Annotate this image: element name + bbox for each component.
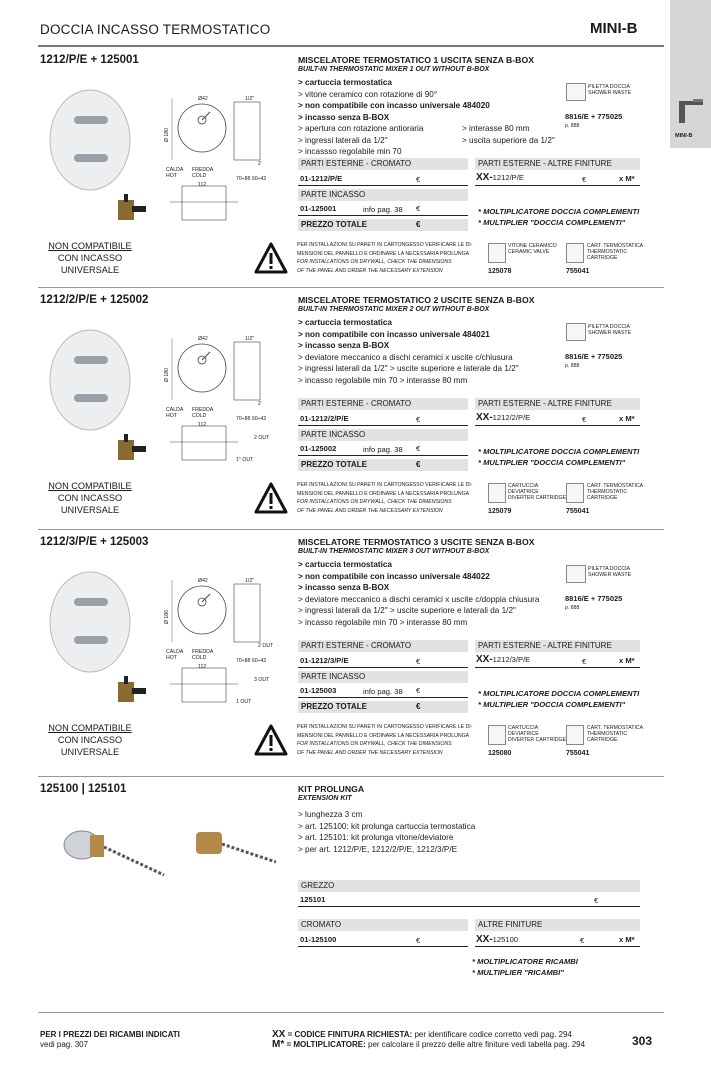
alt-finishes-header: PARTI ESTERNE - ALTRE FINITURE [475, 640, 640, 652]
dim-cold: FREDDA COLD [192, 649, 214, 661]
nc-line: CON INCASSO [57, 735, 123, 745]
spare1-line: DEVIATRICE [508, 731, 539, 737]
multiplier-note [478, 446, 639, 468]
kit-cromato-header: CROMATO [298, 919, 468, 931]
warning-icon [254, 724, 288, 756]
warning-line-en [297, 749, 472, 758]
not-compatible-note [30, 722, 150, 758]
spare2-line: CART. TERMOSTATICA [587, 725, 644, 731]
waste-label-it: PILETTA DOCCIA [588, 566, 630, 572]
embedded-part-header: PARTE INCASSO [298, 671, 468, 683]
kit-feature: > per art. 1212/P/E, 1212/2/P/E, 1212/3/P/E [298, 844, 458, 854]
embedded-part-euro: € [416, 686, 421, 695]
waste-label-en: SHOWER WASTE [588, 90, 632, 96]
thermostatic-cartridge-icon [566, 483, 584, 503]
nc-line: UNIVERSALE [60, 265, 120, 275]
warning-line-it: MENSIONI DEL PANNELLO E ORDINARE LA NECESSARIA PROLUNGA [297, 490, 470, 497]
footer-xx-label: XX [272, 1029, 286, 1040]
kit-cromato-euro: € [416, 936, 421, 945]
multiplier-it: * MOLTIPLICATORE DOCCIA COMPLEMENTI [478, 207, 640, 216]
footer-spares [40, 1030, 180, 1050]
nc-line: NON COMPATIBILE [48, 241, 132, 251]
brand-title: MINI-B [590, 20, 638, 37]
external-parts-code: 01-1212/3/P/E [300, 656, 349, 665]
kit-altre-prefix: XX- [476, 934, 493, 945]
footer-spares-title: PER I PREZZI DEI RICAMBI INDICATI [40, 1030, 180, 1039]
spare2-label [587, 483, 643, 501]
feature-item: > non compatibile con incasso universale 484021 [298, 329, 490, 339]
product-code: 1212/3/P/E + 125003 [40, 536, 149, 548]
alt-code: 1212/2/P/E [492, 413, 531, 422]
waste-code: 8816/E + 775025 [565, 112, 623, 121]
external-parts-code: 01-1212/2/P/E [300, 414, 349, 423]
kit-grezzo-code: 125101 [300, 895, 326, 904]
embedded-part-code: 01-125001 [300, 204, 337, 213]
total-price-header [298, 219, 468, 231]
kit-altre-header: ALTRE FINITURE [475, 919, 640, 931]
not-compatible-note [30, 240, 150, 276]
feature-item: > incasso senza B-BOX [298, 583, 390, 592]
kit-altre-code: 125100 [492, 935, 519, 944]
section-divider [38, 287, 664, 288]
shower-waste-icon [566, 323, 586, 341]
footer-spares-page: vedi pag. 307 [40, 1040, 89, 1049]
external-parts-code: 01-1212/P/E [300, 174, 343, 183]
spare2-label [587, 725, 643, 743]
nc-line: UNIVERSALE [60, 505, 120, 515]
feature-item: > incasso regolabile min 70 > interasse 80 mm [298, 617, 468, 627]
footer-m-text: = MOLTIPLICATORE: [284, 1040, 366, 1049]
kit-feature: > lunghezza 3 cm [298, 810, 363, 819]
kit-mult-it: * MOLTIPLICATORE RICAMBI [472, 957, 578, 966]
alt-finishes-line [475, 425, 640, 426]
feature-item: > cartuccia termostatica [298, 560, 392, 569]
section-divider [38, 529, 664, 530]
footer-xx-rest: per identificare codice corretto vedi pag. 294 [412, 1030, 572, 1039]
embedded-part-header: PARTE INCASSO [298, 189, 468, 201]
dim-out1: 1 OUT [236, 699, 252, 705]
alt-finishes-header: PARTI ESTERNE - ALTRE FINITURE [475, 398, 640, 410]
kit-grezzo-header: GREZZO [298, 880, 640, 892]
waste-label [588, 324, 631, 336]
dim-range: 70÷88 60÷42 [236, 416, 267, 422]
external-parts-line [298, 667, 468, 668]
product-subtitle: BUILT-IN THERMOSTATIC MIXER 1 OUT WITHOUT B-BOX [298, 66, 490, 73]
feature-list-right [462, 123, 555, 146]
mixer-product-image [44, 82, 164, 232]
alt-finishes-code-row [476, 172, 524, 183]
feature-item: > incassso regolabile min 70 [298, 147, 402, 156]
external-parts-line [298, 425, 468, 426]
kit-altre-line [475, 946, 640, 947]
alt-finishes-code-row [476, 412, 530, 423]
spare2-line: CARTRIDGE [587, 255, 618, 261]
footer-xx-text: = CODICE FINITURA RICHIESTA: [285, 1030, 413, 1039]
kit-multiplier [472, 956, 578, 978]
feature-item: > deviatore meccanico a dischi ceramici x uscite c/doppia chiusura [298, 594, 540, 604]
drywall-warning [297, 241, 472, 275]
external-parts-line [298, 185, 468, 186]
warning-line-en [297, 267, 472, 276]
waste-page: p. 888 [565, 363, 580, 369]
spare2-code: 755041 [566, 268, 590, 275]
kit-subtitle: EXTENSION KIT [298, 795, 352, 802]
spare1-line: DIVERTER CARTRIDGE [508, 737, 567, 743]
multiplier-it: * MOLTIPLICATORE DOCCIA COMPLEMENTI [478, 447, 640, 456]
external-parts-euro: € [416, 657, 421, 666]
header-rule [38, 45, 664, 47]
feature-list [298, 559, 539, 628]
dim-half: 1/2" [245, 96, 255, 102]
warning-line-it: PER INSTALLAZIONI SU PARETI IN CARTONGESSO VERIFICARE LE DI- [297, 482, 473, 488]
alt-finishes-mult: x M* [619, 174, 635, 183]
dim-out2: 3 OUT [254, 677, 270, 683]
dim-hot: CALDA HOT [166, 167, 184, 179]
dim-hot: CALDA HOT [166, 649, 184, 661]
warning-text-en: OF THE PANEL AND ORDER THE NECESSARY EXTENSION [297, 749, 443, 756]
warning-text-en: FOR INSTALLATIONS ON DRYWALL, CHECK THE DIMENSIONS [297, 499, 452, 505]
kit-grezzo-euro: € [594, 896, 599, 905]
product-code: 1212/2/P/E + 125002 [40, 294, 149, 306]
mixer-product-image [44, 564, 164, 714]
spare1-label [508, 483, 566, 501]
spare2-label [587, 243, 643, 261]
alt-code: 1212/3/P/E [492, 655, 531, 664]
warning-icon [254, 482, 288, 514]
alt-prefix: XX- [476, 654, 493, 665]
dim-two: 2 OUT [258, 643, 274, 649]
waste-code: 8816/E + 775025 [565, 352, 623, 361]
dim-112: 112 [198, 182, 207, 188]
product-section [0, 50, 711, 285]
kit-cromato-line [298, 946, 468, 947]
footer-m-label: M* [272, 1039, 285, 1050]
feature-item: > ingressi laterali da 1/2" > uscite superiore e laterale da 1/2" [298, 364, 519, 373]
embedded-part-header: PARTE INCASSO [298, 429, 468, 441]
dim-hot: CALDA HOT [166, 407, 184, 419]
spare1-line: CARTUCCIA [508, 725, 539, 731]
nc-line: NON COMPATIBILE [48, 481, 132, 491]
dim-d42: Ø42 [198, 578, 208, 584]
dim-112: 112 [198, 422, 207, 428]
feature-item: > non compatibile con incasso universale 484020 [298, 101, 490, 110]
warning-line-en [297, 507, 472, 516]
alt-prefix: XX- [476, 412, 493, 423]
warning-line-en [297, 740, 472, 749]
feature-item-right: > uscita superiore da 1/2" [462, 135, 555, 145]
spare2-line: CART. TERMOSTATICA [587, 483, 644, 489]
external-parts-header: PARTI ESTERNE - CROMATO [298, 398, 468, 410]
nc-line: CON INCASSO [57, 253, 123, 263]
kit-altre-mult: x M* [619, 935, 635, 944]
kit-altre-code-row [476, 934, 518, 945]
warning-text-en: OF THE PANEL AND ORDER THE NECESSARY EXTENSION [297, 267, 443, 274]
spare1-line: VITONE CERAMICO [508, 243, 557, 249]
not-compatible-note [30, 480, 150, 516]
embedded-part-info: info pag. 38 [363, 445, 403, 454]
spare1-line: DIVERTER CARTRIDGE [508, 495, 567, 501]
side-tab-label: MINI-B [675, 133, 693, 139]
warning-text-en: FOR INSTALLATIONS ON DRYWALL, CHECK THE DIMENSIONS [297, 259, 452, 265]
total-price-euro: € [416, 702, 421, 711]
feature-item: > incasso senza B-BOX [298, 341, 390, 350]
waste-label [588, 84, 631, 96]
embedded-part-line [298, 697, 468, 698]
waste-code: 8816/E + 775025 [565, 594, 623, 603]
warning-text-en: OF THE PANEL AND ORDER THE NECESSARY EXTENSION [297, 507, 443, 514]
kit-mult-en: * MULTIPLIER "RICAMBI" [472, 968, 564, 977]
warning-line-it: PER INSTALLAZIONI SU PARETI IN CARTONGESSO VERIFICARE LE DI- [297, 724, 473, 730]
total-price-label: PREZZO TOTALE [301, 460, 367, 469]
product-subtitle: BUILT-IN THERMOSTATIC MIXER 2 OUT WITHOUT B-BOX [298, 306, 490, 313]
embedded-part-euro: € [416, 444, 421, 453]
kit-code: 125100 | 125101 [40, 783, 127, 795]
spare2-code: 755041 [566, 750, 590, 757]
nc-line: CON INCASSO [57, 493, 123, 503]
thermostatic-cartridge-icon [566, 725, 584, 745]
alt-code: 1212/P/E [492, 173, 524, 182]
product-title: MISCELATORE TERMOSTATICO 2 USCITE SENZA B-BOX [298, 295, 535, 305]
warning-line-it: PER INSTALLAZIONI SU PARETI IN CARTONGESSO VERIFICARE LE DI- [297, 242, 473, 248]
mixer-product-image [44, 322, 164, 472]
dim-out1: 1° OUT [236, 457, 254, 463]
external-parts-header: PARTI ESTERNE - CROMATO [298, 640, 468, 652]
feature-item: > incasso regolabile min 70 > interasse 80 mm [298, 375, 468, 385]
waste-label [588, 566, 631, 578]
thermostatic-extension-image [60, 815, 170, 885]
product-section [0, 290, 711, 525]
dim-cold: FREDDA COLD [192, 407, 214, 419]
spare-part-icon [488, 243, 506, 263]
kit-title: KIT PROLUNGA [298, 784, 365, 794]
multiplier-note [478, 688, 639, 710]
spare2-line: THERMOSTATIC [587, 249, 628, 255]
embedded-part-line [298, 455, 468, 456]
spare2-line: THERMOSTATIC [587, 731, 628, 737]
waste-page: p. 888 [565, 123, 580, 129]
total-price-euro: € [416, 460, 421, 469]
total-price-label: PREZZO TOTALE [301, 702, 367, 711]
dim-out2: 2 OUT [254, 435, 270, 441]
dim-d42: Ø42 [198, 96, 208, 102]
embedded-part-line [298, 215, 468, 216]
alt-finishes-header: PARTI ESTERNE - ALTRE FINITURE [475, 158, 640, 170]
nc-line: NON COMPATIBILE [48, 723, 132, 733]
alt-finishes-line [475, 667, 640, 668]
external-parts-euro: € [416, 175, 421, 184]
warning-line-en [297, 258, 472, 267]
spare2-code: 755041 [566, 508, 590, 515]
spare2-line: CART. TERMOSTATICA [587, 243, 644, 249]
spare2-line: THERMOSTATIC [587, 489, 628, 495]
dim-d180: Ø 180 [164, 609, 171, 625]
shower-waste-icon [566, 565, 586, 583]
multiplier-note [478, 206, 639, 228]
alt-finishes-mult: x M* [619, 414, 635, 423]
feature-item: > cartuccia termostatica [298, 318, 392, 327]
embedded-part-info: info pag. 38 [363, 687, 403, 696]
dim-cold: FREDDA COLD [192, 167, 214, 179]
waste-label-it: PILETTA DOCCIA [588, 84, 630, 90]
alt-finishes-code-row [476, 654, 530, 665]
feature-item: > apertura con rotazione antioraria [298, 124, 424, 133]
feature-item: > ingressi laterali da 1/2" [298, 135, 388, 145]
product-title: MISCELATORE TERMOSTATICO 1 USCITA SENZA B-BOX [298, 55, 535, 65]
dim-d180: Ø 180 [164, 127, 171, 143]
embedded-part-euro: € [416, 204, 421, 213]
footer-xx-legend [272, 1030, 585, 1040]
feature-item: > deviatore meccanico a dischi ceramici x uscite c/chiusura [298, 352, 513, 362]
waste-label-it: PILETTA DOCCIA [588, 324, 630, 330]
total-price-euro: € [416, 220, 421, 229]
spare2-line: CARTRIDGE [587, 737, 618, 743]
thermostatic-cartridge-icon [566, 243, 584, 263]
page-title: DOCCIA INCASSO TERMOSTATICO [40, 22, 271, 37]
spare1-label [508, 725, 566, 743]
embedded-part-code: 01-125002 [300, 444, 337, 453]
spare1-line: CERAMIC VALVE [508, 249, 550, 255]
warning-line-it: MENSIONI DEL PANNELLO E ORDINARE LA NECESSARIA PROLUNGA [297, 732, 470, 739]
kit-feature: > art. 125100: kit prolunga cartuccia termostatica [298, 821, 476, 831]
footer-rule [38, 1012, 664, 1013]
kit-feature: > art. 125101: kit prolunga vitone/deviatore [298, 833, 454, 842]
footer-m-rest: per calcolare il prezzo delle altre finiture vedi tabella pag. 294 [365, 1040, 586, 1049]
kit-cromato-code: 01-125100 [300, 935, 337, 944]
alt-finishes-euro: € [582, 415, 587, 424]
spare1-line: CARTUCCIA [508, 483, 539, 489]
dim-112: 112 [198, 664, 207, 670]
drywall-warning [297, 481, 472, 515]
alt-finishes-euro: € [582, 175, 587, 184]
kit-features [298, 809, 475, 855]
product-title: MISCELATORE TERMOSTATICO 3 USCITE SENZA B-BOX [298, 537, 535, 547]
feature-item: > cartuccia termostatica [298, 78, 392, 87]
kit-grezzo-line [298, 906, 640, 907]
total-price-header [298, 701, 468, 713]
spare2-line: CARTRIDGE [587, 495, 618, 501]
multiplier-en: * MULTIPLIER "DOCCIA COMPLEMENTI" [478, 700, 626, 709]
waste-label-en: SHOWER WASTE [588, 572, 632, 578]
spare1-line: DEVIATRICE [508, 489, 539, 495]
spare-part-icon [488, 483, 506, 503]
spare1-code: 125079 [488, 508, 512, 515]
footer-m-legend [272, 1040, 585, 1050]
dim-two: 2 [258, 401, 261, 407]
feature-item-right: > interasse 80 mm [462, 124, 530, 133]
section-divider [38, 776, 664, 777]
product-subtitle: BUILT-IN THERMOSTATIC MIXER 3 OUT WITHOUT B-BOX [298, 548, 490, 555]
product-code: 1212/P/E + 125001 [40, 54, 139, 66]
feature-item: > vitone ceramico con rotazione di 90° [298, 89, 438, 99]
multiplier-en: * MULTIPLIER "DOCCIA COMPLEMENTI" [478, 458, 626, 467]
feature-list [298, 317, 519, 386]
dim-half: 1/2" [245, 578, 255, 584]
nc-line: UNIVERSALE [60, 747, 120, 757]
feature-item: > incasso senza B-BOX [298, 112, 390, 122]
dim-range: 70÷88 60÷42 [236, 176, 267, 182]
spare1-code: 125080 [488, 750, 512, 757]
external-parts-header: PARTI ESTERNE - CROMATO [298, 158, 468, 170]
total-price-label: PREZZO TOTALE [301, 220, 367, 229]
dim-range: 70÷88 60÷42 [236, 658, 267, 664]
dim-half: 1/2" [245, 336, 255, 342]
external-parts-euro: € [416, 415, 421, 424]
footer-legend [272, 1030, 585, 1050]
warning-line-it: MENSIONI DEL PANNELLO E ORDINARE LA NECESSARIA PROLUNGA [297, 250, 470, 257]
waste-label-en: SHOWER WASTE [588, 330, 632, 336]
dim-d180: Ø 180 [164, 367, 171, 383]
kit-altre-euro: € [580, 936, 585, 945]
page-number: 303 [632, 1034, 653, 1048]
warning-icon [254, 242, 288, 274]
alt-finishes-mult: x M* [619, 656, 635, 665]
dim-two: 2 [258, 161, 261, 167]
drywall-warning [297, 723, 472, 757]
warning-line-en [297, 498, 472, 507]
multiplier-it: * MOLTIPLICATORE DOCCIA COMPLEMENTI [478, 689, 640, 698]
spare-part-icon [488, 725, 506, 745]
feature-item: > non compatibile con incasso universale 484022 [298, 571, 490, 581]
alt-finishes-euro: € [582, 657, 587, 666]
embedded-part-code: 01-125003 [300, 686, 337, 695]
feature-item: > ingressi laterali da 1/2" > uscite superiore e laterali da 1/2" [298, 606, 516, 615]
multiplier-en: * MULTIPLIER "DOCCIA COMPLEMENTI" [478, 218, 626, 227]
spare1-code: 125078 [488, 268, 512, 275]
total-price-header [298, 459, 468, 471]
alt-prefix: XX- [476, 172, 493, 183]
waste-page: p. 888 [565, 605, 580, 611]
valve-extension-image [190, 820, 280, 880]
dim-d42: Ø42 [198, 336, 208, 342]
embedded-part-info: info pag. 38 [363, 205, 403, 214]
spare1-label [508, 243, 557, 255]
shower-waste-icon [566, 83, 586, 101]
product-section [0, 532, 711, 767]
alt-finishes-line [475, 185, 640, 186]
warning-text-en: FOR INSTALLATIONS ON DRYWALL, CHECK THE DIMENSIONS [297, 741, 452, 747]
